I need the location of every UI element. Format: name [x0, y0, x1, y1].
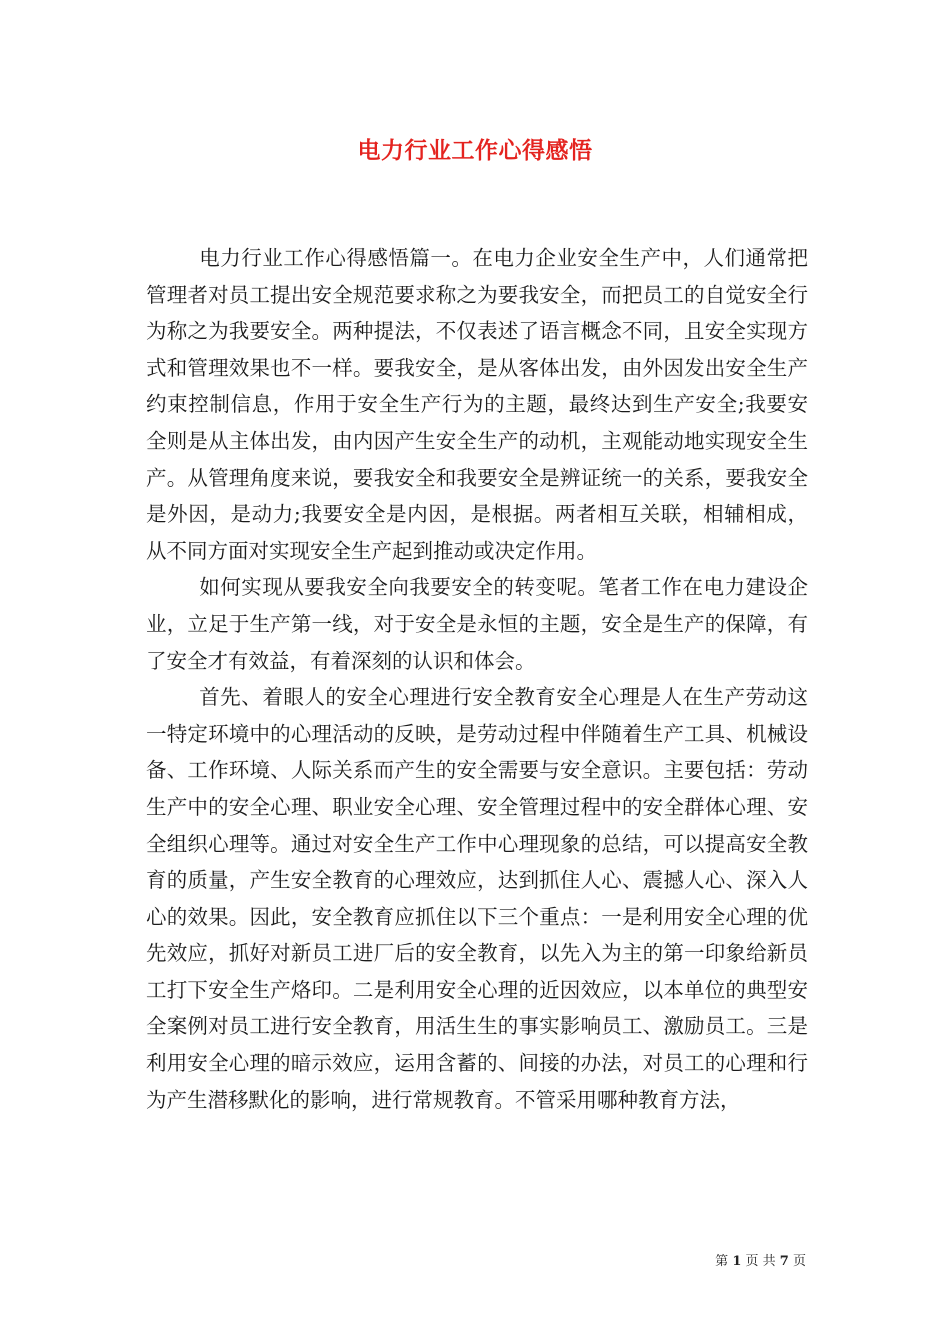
- footer-middle: 页 共: [745, 1254, 776, 1269]
- paragraph-1: 电力行业工作心得感悟篇一。在电力企业安全生产中，人们通常把管理者对员工提出安全规范要求称之为要我安全，而把员工的自觉安全行为称之为我要安全。两种提法，不仅表述了语言概念不同，且安全实现方式和管理效果也不一样。要我安全，是从客体出发，由外因发出安全生产约束控制信息，作用于安全生产行为的主题，最终达到生产安全;我要安全则是从主体出发，由内因产生安全生产的动机，主观能动地实现安全生产。从管理角度来说，要我安全和我要安全是辨证统一的关系，要我安全是外因，是动力;我要安全是内因，是根据。两者相互关联，相辅相成，从不同方面对实现安全生产起到推动或决定作用。: [146, 246, 808, 563]
- footer-prefix: 第: [715, 1254, 729, 1269]
- footer-suffix: 页: [792, 1254, 806, 1269]
- paragraph-2: 如何实现从要我安全向我要安全的转变呢。笔者工作在电力建设企业，立足于生产第一线，对于安全是永恒的主题，安全是生产的保障，有了安全才有效益，有着深刻的认识和体会。: [146, 575, 808, 673]
- document-body: [146, 240, 808, 1118]
- page-number-footer: [715, 1250, 806, 1269]
- document-title: 电力行业工作心得感悟: [357, 137, 593, 164]
- paragraph-3: 首先、着眼人的安全心理进行安全教育安全心理是人在生产劳动这一特定环境中的心理活动的反映，是劳动过程中伴随着生产工具、机械设备、工作环境、人际关系而产生的安全需要与安全意识。主要包括：劳动生产中的安全心理、职业安全心理、安全管理过程中的安全群体心理、安全组织心理等。通过对安全生产工作中心理现象的总结，可以提高安全教育的质量，产生安全教育的心理效应，达到抓住人心、震撼人心、深入人心的效果。因此，安全教育应抓住以下三个重点：一是利用安全心理的优先效应，抓好对新员工进厂后的安全教育，以先入为主的第一印象给新员工打下安全生产烙印。二是利用安全心理的近因效应，以本单位的典型安全案例对员工进行安全教育，用活生生的事实影响员工、激励员工。三是利用安全心理的暗示效应，运用含蓄的、间接的办法，对员工的心理和行为产生潜移默化的影响，进行常规教育。不管采用哪种教育方法，: [146, 685, 808, 1112]
- footer-total-pages: 7: [779, 1254, 789, 1269]
- footer-current-page: 1: [732, 1254, 742, 1269]
